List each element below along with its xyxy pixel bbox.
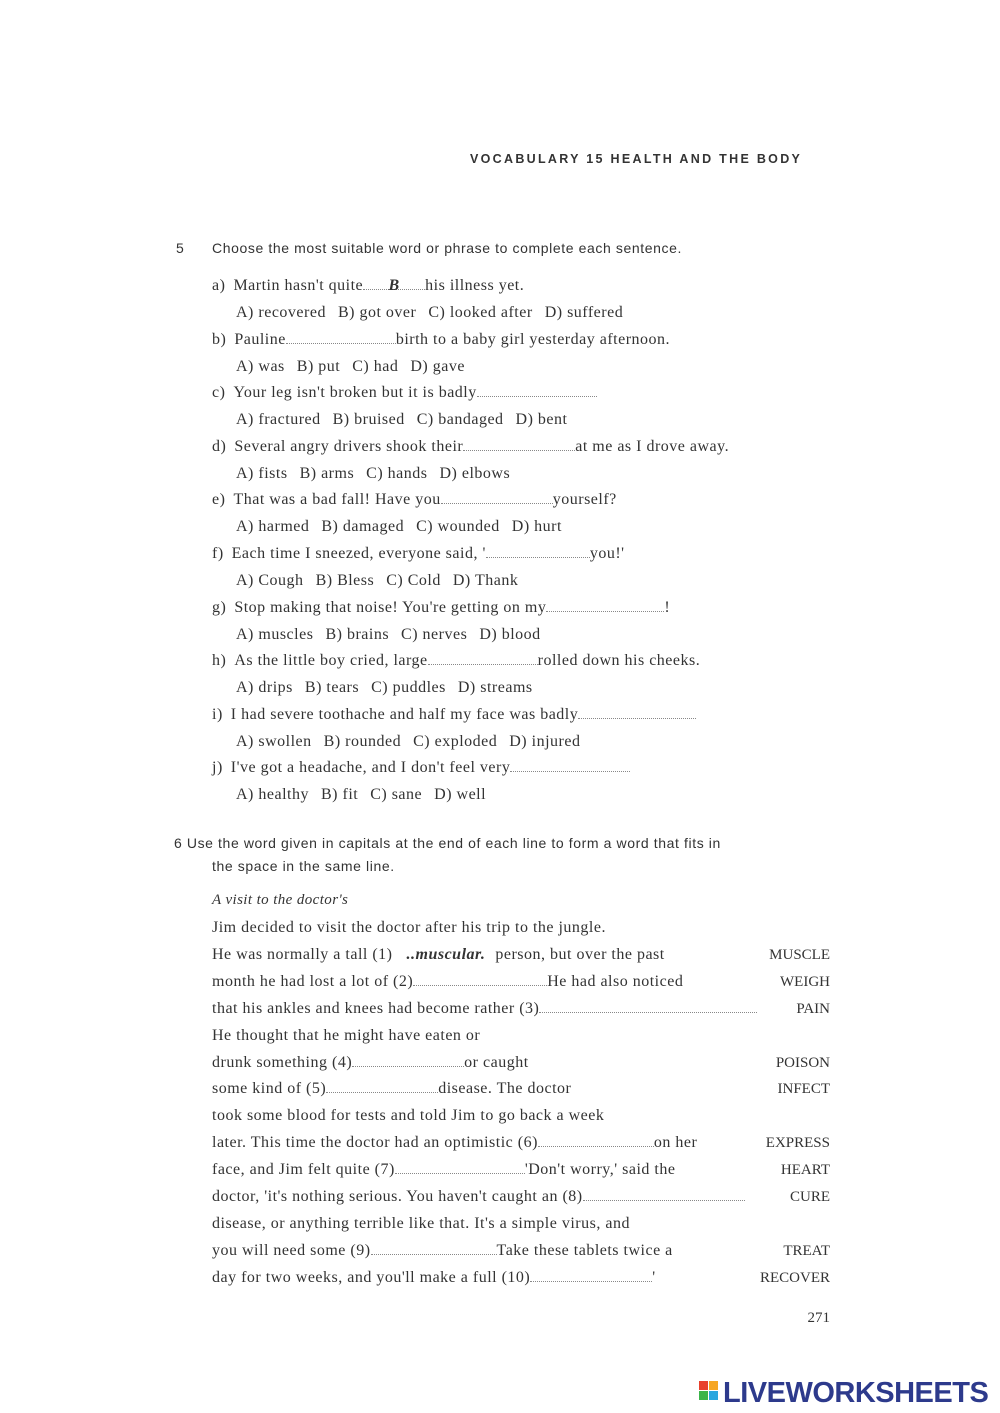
options-line — [236, 679, 545, 697]
option[interactable]: C) had — [352, 357, 399, 375]
answer-blank[interactable] — [530, 1269, 652, 1282]
question-text-after: you!' — [589, 545, 625, 562]
line-text: some kind of (5) — [212, 1080, 327, 1098]
capital-word: PAIN — [796, 1000, 830, 1017]
text-line — [212, 1134, 697, 1152]
option[interactable]: B) Bless — [315, 572, 375, 589]
option[interactable]: A) swollen — [236, 732, 312, 750]
capital-word: WEIGH — [780, 973, 830, 990]
line-text-after: 'Don't worry,' said the — [524, 1161, 676, 1179]
answer-blank[interactable] — [477, 384, 597, 397]
text-line — [212, 1027, 480, 1045]
option[interactable]: D) Thank — [452, 572, 519, 589]
question-text: Your leg isn't broken but it is badly — [233, 384, 477, 402]
exercise-6-instruction-line-2: the space in the same line. — [212, 858, 395, 874]
options-line — [236, 411, 579, 429]
answer-blank[interactable]: B — [363, 277, 425, 290]
line-text-after: He had also noticed — [547, 972, 684, 990]
option[interactable]: B) put — [296, 357, 341, 375]
line-text: took some blood for tests and told Jim to go back a week — [212, 1107, 605, 1125]
option[interactable]: B) rounded — [323, 732, 402, 750]
question-text: That was a bad fall! Have you — [233, 491, 441, 509]
question-text-after: yourself? — [552, 491, 617, 509]
line-text: later. This time the doctor had an optimistic (6) — [212, 1134, 538, 1152]
exercise-5-instruction: Choose the most suitable word or phrase to complete each sentence. — [212, 240, 682, 256]
option[interactable]: D) injured — [509, 732, 581, 750]
question-text-after: ! — [664, 598, 671, 616]
story-title: A visit to the doctor's — [212, 892, 349, 908]
text-line — [212, 1000, 757, 1018]
capital-word: EXPRESS — [765, 1135, 830, 1152]
line-text: day for two weeks, and you'll make a full (10) — [212, 1268, 531, 1286]
question-line — [212, 759, 630, 777]
question-text: Stop making that noise! You're getting on my — [234, 598, 547, 616]
line-text: He was normally a tall (1) — [212, 945, 393, 963]
option[interactable]: D) streams — [457, 679, 533, 697]
options-line — [236, 733, 592, 751]
answer-blank[interactable] — [583, 1188, 745, 1201]
text-line — [212, 1215, 630, 1233]
question-label: e) — [212, 491, 226, 509]
option[interactable]: D) hurt — [511, 518, 562, 536]
option[interactable]: A) muscles — [236, 625, 314, 643]
options-line — [236, 572, 530, 590]
question-line — [212, 706, 696, 724]
capital-word: POISON — [775, 1054, 830, 1071]
option[interactable]: D) suffered — [544, 304, 624, 321]
option[interactable]: C) puddles — [371, 679, 446, 697]
text-line — [212, 1269, 656, 1287]
options-line — [236, 304, 635, 322]
question-text: I've got a headache, and I don't feel very — [230, 759, 511, 777]
capital-word: CURE — [789, 1189, 830, 1205]
option[interactable]: C) exploded — [413, 732, 498, 750]
option[interactable]: D) elbows — [439, 464, 511, 482]
text-line — [212, 919, 606, 937]
text-line — [212, 946, 665, 964]
answer-blank[interactable] — [428, 652, 538, 665]
question-line — [212, 599, 670, 617]
question-line — [212, 545, 625, 563]
question-text-after: his illness yet. — [425, 277, 525, 294]
option[interactable]: C) Cold — [386, 572, 441, 589]
option[interactable]: A) recovered — [236, 304, 326, 321]
answer-blank[interactable] — [413, 973, 547, 986]
question-label: c) — [212, 384, 226, 402]
line-text: you will need some (9) — [212, 1241, 371, 1259]
page-header: VOCABULARY 15 HEALTH AND THE BODY — [470, 152, 803, 166]
option[interactable]: C) sane — [370, 786, 423, 804]
answer-blank[interactable] — [395, 1161, 525, 1174]
question-label: a) — [212, 277, 226, 294]
question-text: Each time I sneezed, everyone said, ' — [231, 545, 486, 562]
logo-text: LIVEWORKSHEETS — [723, 1377, 989, 1409]
options-line — [236, 518, 574, 536]
question-line — [212, 384, 597, 402]
question-text: Several angry drivers shook their — [234, 437, 464, 455]
option[interactable]: B) arms — [299, 464, 355, 482]
option[interactable]: D) blood — [479, 625, 541, 643]
question-text-after: rolled down his cheeks. — [537, 652, 701, 670]
options-line — [236, 626, 553, 644]
option[interactable]: B) brains — [325, 625, 390, 643]
question-text-after: birth to a baby girl yesterday afternoon. — [395, 330, 671, 348]
text-line — [212, 973, 683, 991]
question-label: g) — [212, 598, 227, 616]
option[interactable]: A) harmed — [236, 518, 310, 536]
option[interactable]: C) looked after — [428, 304, 533, 321]
line-text: face, and Jim felt quite (7) — [212, 1161, 395, 1179]
options-line — [236, 358, 477, 376]
option[interactable]: D) bent — [515, 411, 568, 429]
exercise-6-instruction-line-1: 6 Use the word given in capitals at the end of each line to form a word that fits in — [174, 835, 721, 851]
option[interactable]: D) gave — [410, 357, 465, 375]
answer-blank[interactable]: ..muscular. — [406, 945, 486, 963]
capital-word: MUSCLE — [769, 946, 830, 963]
answer-blank[interactable] — [539, 1000, 757, 1013]
option[interactable]: C) wounded — [416, 518, 500, 536]
line-text-after: person, but over the past — [495, 945, 665, 963]
option[interactable]: B) tears — [304, 679, 360, 697]
options-line — [236, 465, 522, 483]
line-text: drunk something (4) — [212, 1053, 353, 1071]
line-text-after: disease. The doctor — [438, 1080, 572, 1098]
answer-blank[interactable] — [286, 331, 396, 344]
line-text-after: on her — [653, 1134, 698, 1152]
option[interactable]: B) got over — [337, 304, 417, 321]
option[interactable]: A) was — [236, 357, 285, 375]
logo-square-icon — [709, 1391, 718, 1400]
option[interactable]: B) bruised — [332, 411, 405, 429]
logo-square-icon — [699, 1381, 708, 1390]
answer-blank[interactable] — [352, 1054, 464, 1067]
question-line — [212, 491, 617, 509]
capital-word: RECOVER — [759, 1269, 830, 1286]
option[interactable]: A) fractured — [236, 411, 321, 429]
capital-word: HEART — [780, 1162, 830, 1179]
answer-blank[interactable] — [546, 599, 664, 612]
option[interactable]: A) healthy — [236, 786, 309, 804]
line-text: Jim decided to visit the doctor after his trip to the jungle. — [212, 919, 606, 936]
question-label: h) — [212, 652, 227, 670]
question-line — [212, 438, 729, 456]
capital-word: INFECT — [777, 1081, 830, 1098]
option[interactable]: C) nerves — [401, 625, 468, 643]
option[interactable]: C) bandaged — [416, 411, 504, 429]
text-line — [212, 1242, 673, 1260]
logo-square-icon — [709, 1381, 718, 1390]
line-text: that his ankles and knees had become rather (3) — [212, 999, 540, 1017]
capital-word: TREAT — [783, 1242, 830, 1259]
liveworksheets-logo[interactable] — [697, 1377, 997, 1411]
question-text: Martin hasn't quite — [233, 277, 364, 294]
answer-blank[interactable] — [578, 706, 696, 719]
line-text: doctor, 'it's nothing serious. You haven't caught an (8) — [212, 1188, 583, 1205]
option[interactable]: A) fists — [236, 464, 288, 482]
line-text-after: Take these tablets twice a — [496, 1241, 673, 1259]
answer-blank[interactable] — [510, 759, 630, 772]
answer-blank[interactable] — [538, 1134, 654, 1147]
question-text: As the little boy cried, large — [234, 652, 428, 670]
exercise-5-number: 5 — [176, 240, 185, 256]
line-text: month he had lost a lot of (2) — [212, 972, 414, 990]
line-text: He thought that he might have eaten or — [212, 1026, 481, 1044]
text-line — [212, 1080, 571, 1098]
answer-blank[interactable] — [463, 438, 575, 451]
option[interactable]: C) hands — [366, 464, 428, 482]
question-text-after: at me as I drove away. — [575, 437, 730, 455]
option[interactable]: B) fit — [320, 786, 359, 804]
logo-square-icon — [699, 1391, 708, 1400]
answer-blank[interactable] — [371, 1242, 497, 1255]
option[interactable]: B) damaged — [321, 518, 405, 536]
text-line — [212, 1054, 529, 1072]
question-text: I had severe toothache and half my face was badly — [230, 705, 579, 723]
question-line — [212, 277, 524, 295]
question-text: Pauline — [234, 330, 286, 348]
question-label: i) — [212, 705, 223, 723]
question-line — [212, 652, 700, 670]
question-label: f) — [212, 545, 224, 562]
option[interactable]: A) Cough — [236, 572, 304, 589]
question-label: j) — [212, 759, 223, 777]
line-text: disease, or anything terrible like that. It's a simple virus, and — [212, 1214, 630, 1232]
text-line — [212, 1107, 604, 1125]
options-line — [236, 786, 498, 804]
text-line — [212, 1188, 745, 1206]
page-number: 271 — [807, 1310, 830, 1326]
answer-blank[interactable] — [326, 1080, 438, 1093]
question-label: b) — [212, 330, 227, 348]
option[interactable]: A) drips — [236, 679, 293, 697]
question-label: d) — [212, 437, 227, 455]
option[interactable]: D) well — [434, 786, 487, 804]
text-line — [212, 1161, 675, 1179]
line-text-after: or caught — [464, 1053, 529, 1071]
answer-blank[interactable] — [441, 491, 553, 504]
answer-blank[interactable] — [486, 545, 590, 558]
line-text-after: ' — [652, 1268, 656, 1286]
question-line — [212, 331, 670, 349]
